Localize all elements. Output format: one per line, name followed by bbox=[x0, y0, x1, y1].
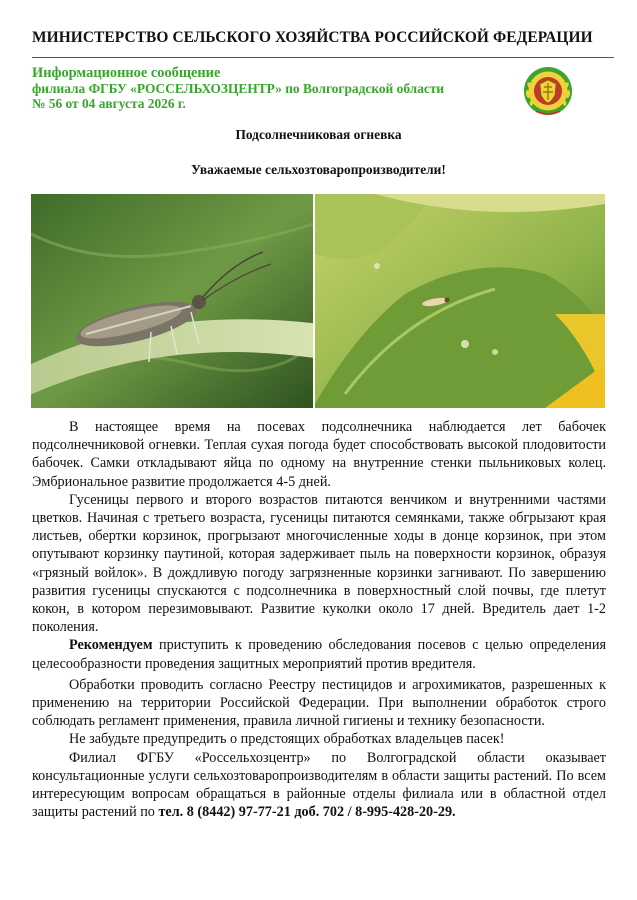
paragraph-treatment: Обработки проводить согласно Реестру пестицидов и агрохимикатов, разрешенных к применению на территории Российской Федерации. При выполнении обработок строго соблюдать регламент применения, правила личной гигиены и технику безопасности. bbox=[32, 676, 606, 730]
body-text bbox=[32, 418, 606, 821]
greeting: Уважаемые сельхозтоваропроизводители! bbox=[191, 162, 446, 177]
message-number: № 56 от 04 августа 2026 г. bbox=[32, 96, 186, 111]
info-title: Информационное сообщение bbox=[32, 65, 221, 81]
header-divider bbox=[32, 57, 614, 58]
paragraph-contacts bbox=[32, 749, 606, 822]
document-title: Подсолнечниковая огневка bbox=[235, 127, 402, 142]
recommend-bold: Рекомендуем bbox=[69, 637, 153, 654]
contact-phone: тел. 8 (8442) 97-77-21 доб. 702 / 8-995-428-20-29. bbox=[158, 804, 456, 821]
moth-photo bbox=[31, 194, 313, 408]
branch-name: филиала ФГБУ «РОССЕЛЬХОЗЦЕНТР» по Волгоградской области bbox=[32, 81, 445, 96]
paragraph-beekeepers: Не забудьте предупредить о предстоящих обработках владельцев пасек! bbox=[69, 731, 505, 748]
paragraph-recommendation bbox=[32, 636, 606, 672]
recommend-text: приступить к проведению обследования посевов с целью определения целесообразности проведения защитных мероприятий против вредителя. bbox=[32, 637, 606, 672]
ministry-emblem-icon bbox=[522, 64, 574, 118]
paragraph-caterpillars: Гусеницы первого и второго возрастов питаются венчиком и внутренними частями цветков. Начиная с третьего возраста, гусеницы питаются семянками, также обгрызают края листьев, обертки корзинок, прогрызают многочисленные ходы в донце корзинок, при этом опутывают корзинку паутиной, которая задерживает пыль на поверхности корзинок, образуя «грязный войлок». В дождливую погоду загрязненные корзинки загнивают. По завершению развития гусеницы спускаются с подсолнечника в поверхностный слой почвы, где плетут кокон, в котором перезимовывают. Развитие куколки около 17 дней. Вредитель дает 1-2 поколения. bbox=[32, 491, 606, 636]
caterpillar-photo bbox=[315, 194, 605, 408]
ministry-header: МИНИСТЕРСТВО СЕЛЬСКОГО ХОЗЯЙСТВА РОССИЙСКОЙ ФЕДЕРАЦИИ bbox=[32, 29, 593, 46]
paragraph-moth-flight: В настоящее время на посевах подсолнечника наблюдается лет бабочек подсолнечниковой огневки. Теплая сухая погода будет способствовать высокой плодовитости бабочек. Самки откладывают яйца по одному на внутренние стенки пыльниковых колец. Эмбриональное развитие продолжается 4-5 дней. bbox=[32, 419, 606, 490]
contacts-text: Филиал ФГБУ «Россельхозцентр» по Волгоградской области оказывает консультационные услуги сельхозтоваропроизводителям в области защиты растений. По всем интересующим вопросам обращаться в районные отделы филиала или в областной отдел защиты растений по bbox=[32, 749, 606, 821]
info-block bbox=[32, 66, 444, 111]
